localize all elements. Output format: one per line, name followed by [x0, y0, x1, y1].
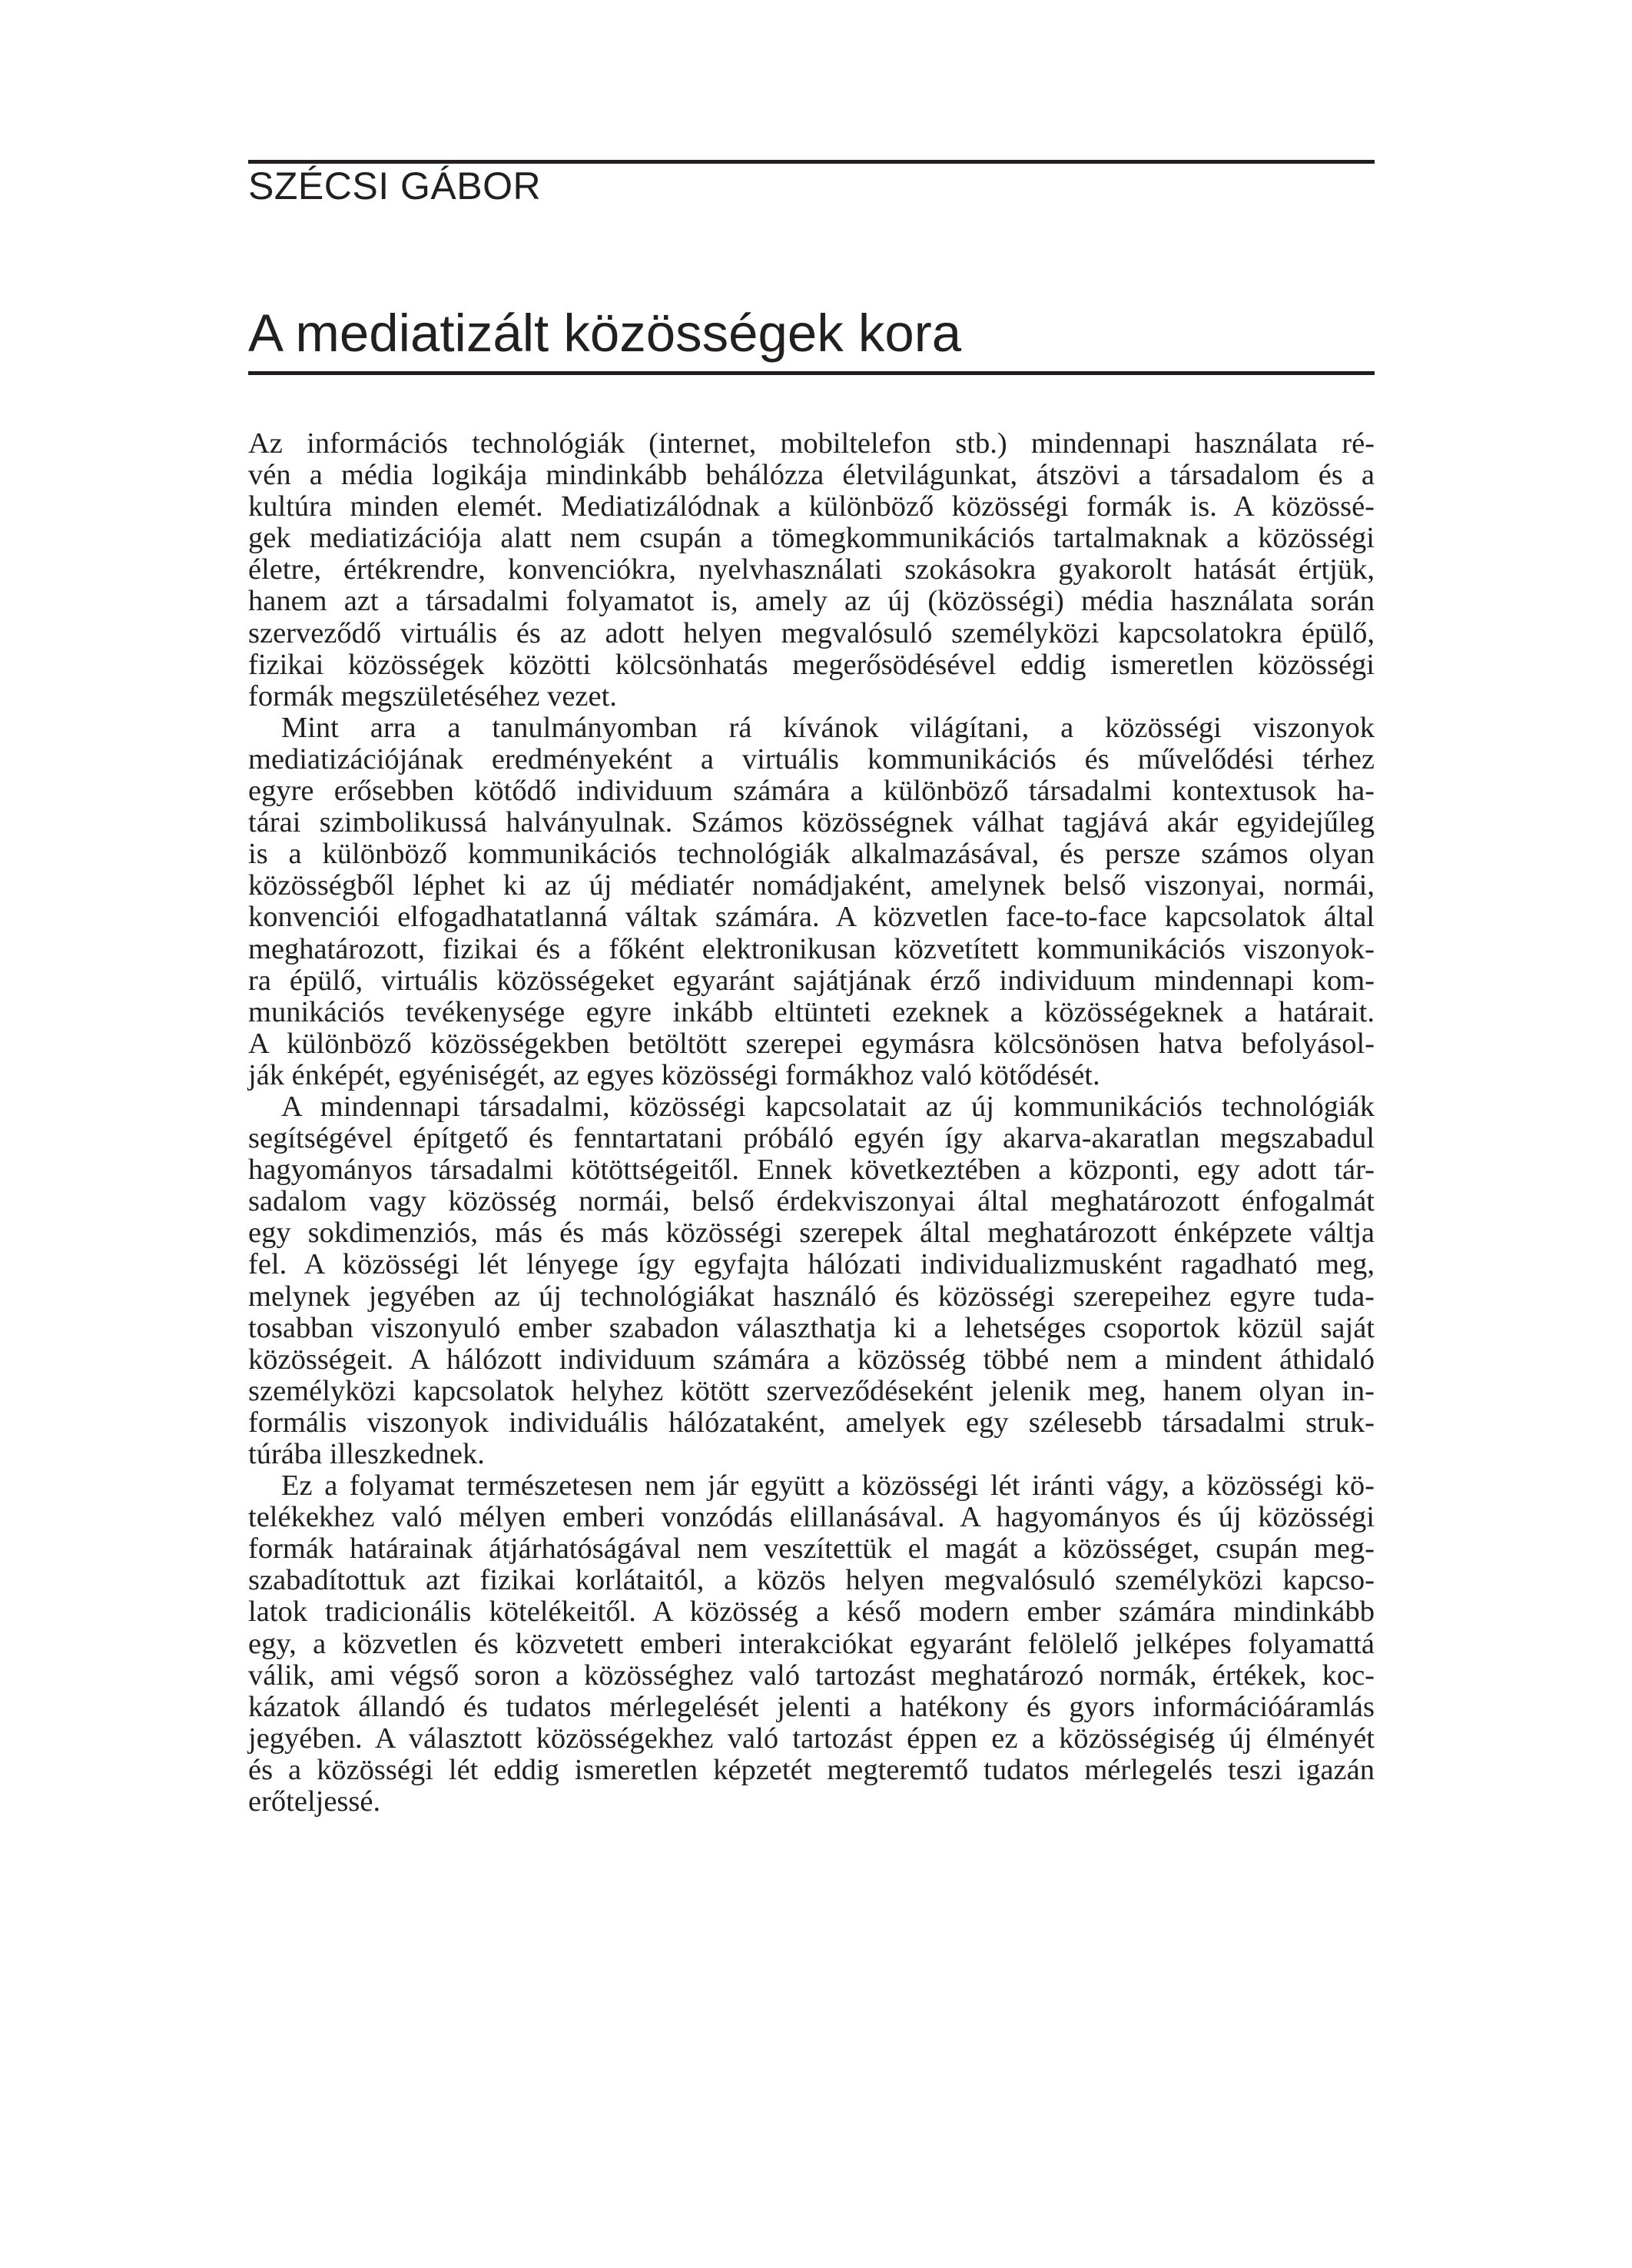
text-line: sadalom vagy közösség normái, belső érdekviszonyai által meghatározott énfogalmát: [248, 1185, 1375, 1218]
text-line: kázatok állandó és tudatos mérlegelését jelenti a hatékony és gyors információáramlás: [248, 1690, 1375, 1723]
text-line: kultúra minden elemét. Mediatizálódnak a különböző közösségi formák is. A közössé-: [248, 490, 1375, 523]
paragraph: [248, 712, 1375, 1091]
text-line: konvenciói elfogadhatatlanná váltak számára. A közvetlen face-to-face kapcsolatok által: [248, 901, 1375, 934]
text-line: A mindennapi társadalmi, közösségi kapcsolatait az új kommunikációs technológiák: [281, 1090, 1375, 1123]
paragraph: [248, 1091, 1375, 1470]
text-line: közösségeit. A hálózott individuum számára a közösség többé nem a mindent áthidaló: [248, 1343, 1375, 1376]
text-line: szerveződő virtuális és az adott helyen megvalósuló személyközi kapcsolatokra épülő,: [248, 616, 1375, 649]
text-line: Mint arra a tanulmányomban rá kívánok világítani, a közösségi viszonyok: [281, 711, 1375, 744]
paragraph: [248, 1470, 1375, 1818]
text-line: egyre erősebben kötődő individuum számára a különböző társadalmi kontextusok ha-: [248, 775, 1375, 808]
text-line: hanem azt a társadalmi folyamatot is, amely az új (közösségi) média használata során: [248, 585, 1375, 618]
text-line: szabadítottuk azt fizikai korlátaitól, a közös helyen megvalósuló személyközi kapcso-: [248, 1564, 1375, 1597]
article-body: [248, 428, 1375, 1818]
text-line: telékekhez való mélyen emberi vonzódás elillanásával. A hagyományos és új közösségi: [248, 1501, 1375, 1534]
text-line: egy sokdimenziós, más és más közösségi szerepek által meghatározott énképzete váltja: [248, 1217, 1375, 1250]
text-line: melynek jegyében az új technológiákat használó és közösségi szerepeihez egyre tuda-: [248, 1280, 1375, 1313]
text-line: válik, ami végső soron a közösséghez való tartozást meghatározó normák, értékek, koc-: [248, 1659, 1375, 1692]
text-line: tárai szimbolikussá halványulnak. Számos közösségnek válhat tagjává akár egyidejűleg: [248, 806, 1375, 839]
article-title: A mediatizált közösségek kora: [248, 304, 962, 363]
text-line: jegyében. A választott közösségekhez való tartozást éppen ez a közösségiség új élményét: [248, 1722, 1375, 1755]
text-line: fel. A közösségi lét lényege így egyfajta hálózati individualizmusként ragadható meg,: [248, 1248, 1375, 1281]
text-line: személyközi kapcsolatok helyhez kötött szerveződéseként jelenik meg, hanem olyan in-: [248, 1374, 1375, 1407]
text-line: meghatározott, fizikai és a főként elektronikusan közvetített kommunikációs viszonyok-: [248, 932, 1375, 965]
text-line: formák megszületéséhez vezet.: [248, 679, 617, 712]
text-line: vén a média logikája mindinkább behálózza életvilágunkat, átszövi a társadalom és a: [248, 459, 1375, 492]
text-line: erőteljessé.: [248, 1785, 381, 1818]
text-line: ják énképét, egyéniségét, az egyes közösségi formákhoz való kötődését.: [248, 1058, 1100, 1091]
text-line: Az információs technológiák (internet, mobiltelefon stb.) mindennapi használata ré-: [248, 427, 1375, 460]
text-line: A különböző közösségekben betöltött szerepei egymásra kölcsönösen hatva befolyásol-: [248, 1027, 1375, 1060]
text-line: és a közösségi lét eddig ismeretlen képzetét megteremtő tudatos mérlegelés teszi igazán: [248, 1753, 1375, 1786]
header-top-rule: [248, 160, 1375, 164]
text-line: egy, a közvetlen és közvetett emberi interakciókat egyaránt felölelő jelképes folyamattá: [248, 1627, 1375, 1660]
text-line: Ez a folyamat természetesen nem jár együtt a közösségi lét iránti vágy, a közösségi kö-: [281, 1469, 1375, 1503]
text-line: gek mediatizációja alatt nem csupán a tömegkommunikációs tartalmaknak a közösségi: [248, 522, 1375, 555]
text-line: munikációs tevékenysége egyre inkább eltünteti ezeknek a közösségeknek a határait.: [248, 995, 1375, 1028]
text-line: életre, értékrendre, konvenciókra, nyelvhasználati szokásokra gyakorolt hatását értjük,: [248, 553, 1375, 586]
text-line: hagyományos társadalmi kötöttségeitől. Ennek következtében a központi, egy adott tár-: [248, 1154, 1375, 1187]
text-line: is a különböző kommunikációs technológiák alkalmazásával, és persze számos olyan: [248, 838, 1375, 871]
text-line: mediatizációjának eredményeként a virtuális kommunikációs és művelődési térhez: [248, 742, 1375, 775]
text-line: formák határainak átjárhatóságával nem veszítettük el magát a közösséget, csupán meg-: [248, 1532, 1375, 1566]
paragraph: [248, 428, 1375, 712]
text-line: formális viszonyok individuális hálózataként, amelyek egy szélesebb társadalmi struk-: [248, 1406, 1375, 1439]
text-line: ra épülő, virtuális közösségeket egyaránt sajátjának érző individuum mindennapi kom-: [248, 964, 1375, 997]
text-line: fizikai közösségek közötti kölcsönhatás megerősödésével eddig ismeretlen közösségi: [248, 648, 1375, 681]
title-bottom-rule: [248, 371, 1375, 375]
text-line: latok tradicionális kötelékeitől. A közösség a késő modern ember számára mindinkább: [248, 1596, 1375, 1629]
text-line: tosabban viszonyuló ember szabadon választhatja ki a lehetséges csoportok közül saját: [248, 1311, 1375, 1344]
author-name: SZÉCSI GÁBOR: [248, 164, 542, 208]
text-line: közösségből léphet ki az új médiatér nomádjaként, amelynek belső viszonyai, normái,: [248, 869, 1375, 902]
text-line: segítségével építgető és fenntartatani próbáló egyén így akarva-akaratlan megszabadul: [248, 1122, 1375, 1155]
text-line: túrába illeszkednek.: [248, 1438, 485, 1470]
